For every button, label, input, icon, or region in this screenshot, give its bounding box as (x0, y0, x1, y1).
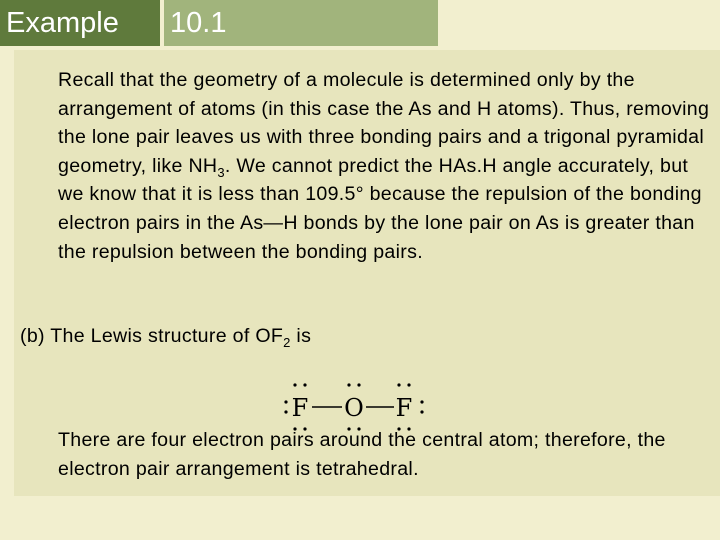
header-number-box (164, 0, 438, 46)
atom-f-right: F (395, 394, 413, 422)
example-number: 10.1 (170, 7, 227, 39)
atom-o: O (344, 394, 364, 422)
part-b-statement (20, 322, 311, 357)
header-label: Example (6, 7, 119, 39)
paragraph-subscript: 3 (217, 164, 225, 180)
part-b-text-2: is (290, 325, 312, 347)
part-b-text-1: (b) The Lewis structure of OF (20, 325, 284, 347)
atom-f-left: F (291, 394, 309, 422)
explanation-paragraph (58, 66, 712, 266)
paragraph-text-2: . We cannot predict the HAs.H angle accurately, but we know that it is less than 109.5° because the repulsion of the bonding electron pairs in the As—H bonds by the lone pair on As is greater than the repulsion between the bonding pairs. (58, 154, 702, 263)
conclusion-paragraph: There are four electron pairs around the central atom; therefore, the electron pair arrangement is tetrahedral. (58, 429, 666, 480)
part-b-subscript: 2 (283, 334, 291, 350)
header-label-box (0, 0, 160, 46)
paragraph-text-1: Recall that the geometry of a molecule is determined only by the arrangement of atoms (in this case the As and H atoms). Thus, removing the lone pair leaves us with three bonding pairs and a trigonal pyramidal geometry, like NH (58, 69, 710, 177)
